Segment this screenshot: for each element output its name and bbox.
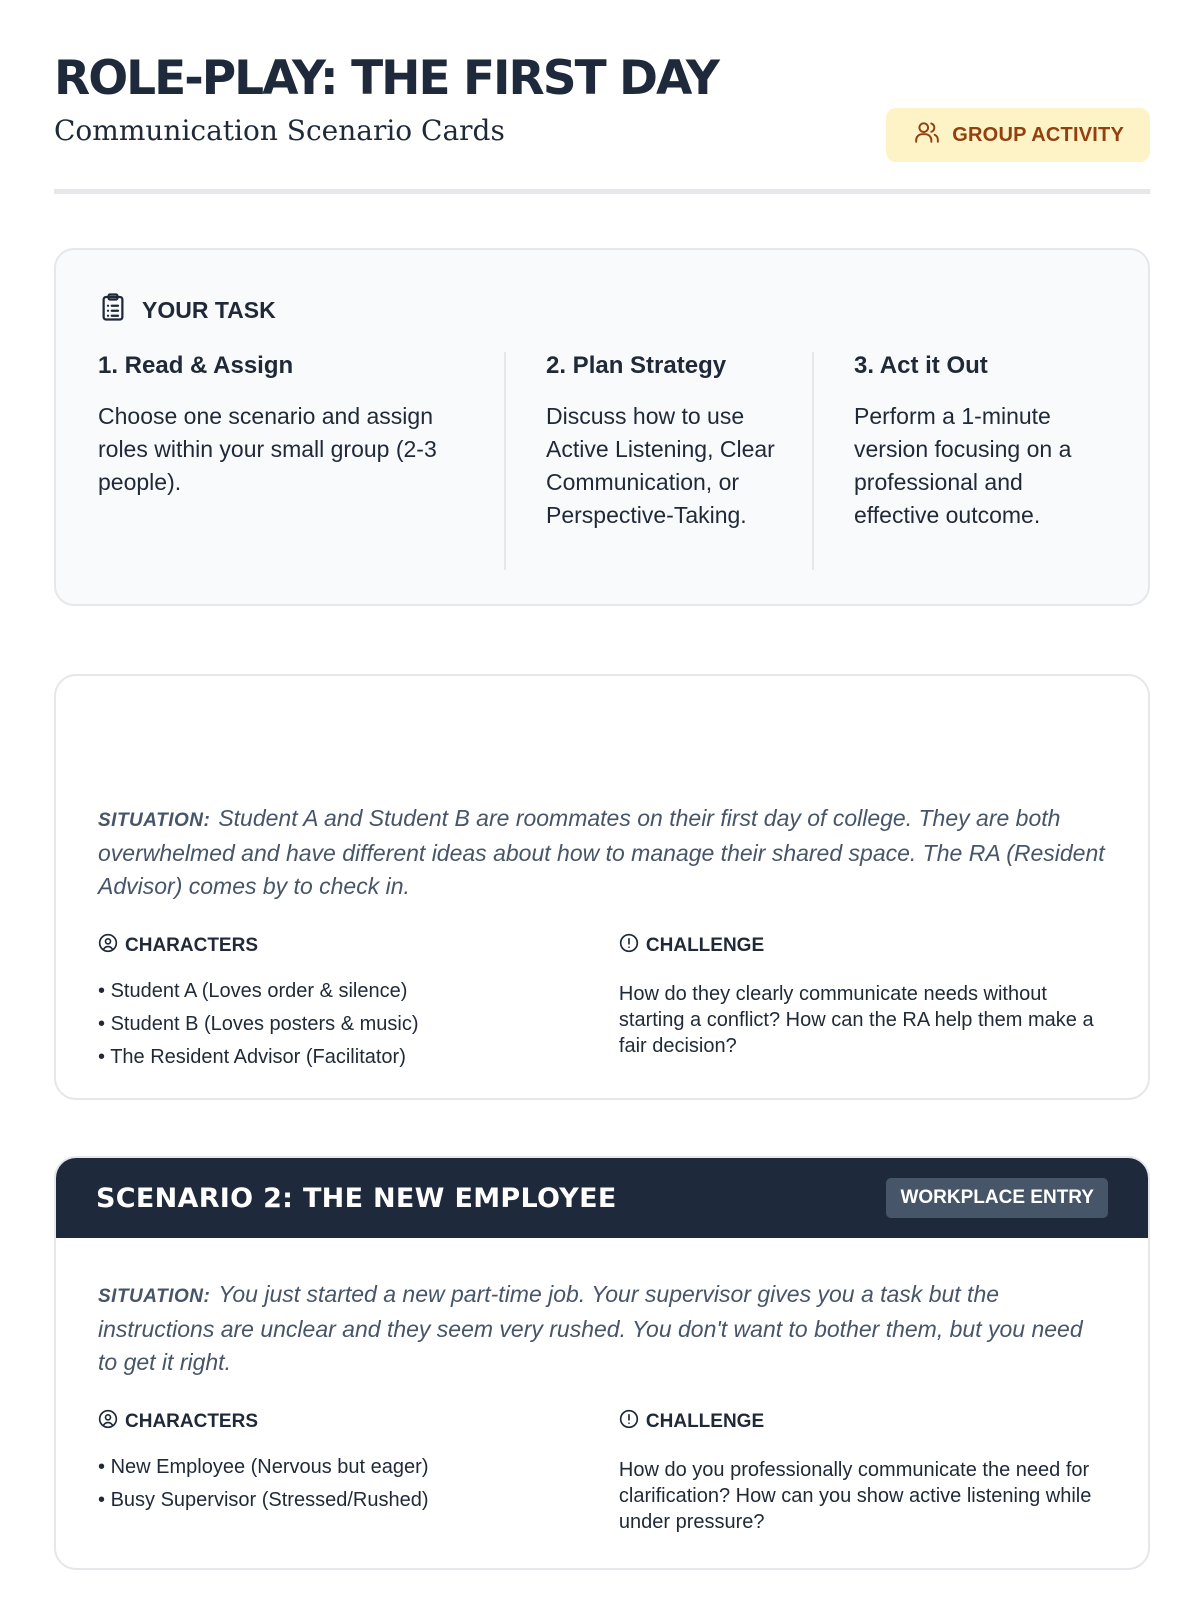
alert-circle-icon xyxy=(619,1409,639,1435)
characters-list xyxy=(98,975,619,1074)
step-text: Discuss how to use Active Listening, Clear Communication, or Perspective-Taking. xyxy=(546,403,775,528)
scenario-header xyxy=(56,1158,1148,1238)
character-item: • Student A (Loves order & silence) xyxy=(98,975,619,1008)
users-icon xyxy=(914,119,940,151)
scenario-title: SCENARIO 2: THE NEW EMPLOYEE xyxy=(96,1182,617,1214)
task-steps xyxy=(98,352,1110,570)
situation-label: SITUATION: xyxy=(98,1286,211,1307)
scenario-card xyxy=(54,674,1150,1100)
scenario-body xyxy=(56,1238,1148,1535)
task-step xyxy=(812,352,1110,570)
task-heading xyxy=(98,292,276,328)
user-circle-icon xyxy=(98,1409,118,1435)
characters-section xyxy=(98,1409,619,1535)
task-step xyxy=(504,352,812,570)
characters-list xyxy=(98,1451,619,1517)
page-title: ROLE-PLAY: THE FIRST DAY xyxy=(54,51,718,106)
scenario-tag: WORKPLACE ENTRY xyxy=(886,1178,1108,1218)
scenario-details xyxy=(98,1409,1106,1535)
challenge-heading-label: CHALLENGE xyxy=(645,935,765,956)
step-title: 2. Plan Strategy xyxy=(546,352,727,379)
scenario-details xyxy=(98,933,1106,1074)
task-box xyxy=(54,248,1150,606)
characters-heading-label: CHARACTERS xyxy=(125,1411,258,1432)
situation-label: SITUATION: xyxy=(98,810,211,831)
step-title: 1. Read & Assign xyxy=(98,352,294,379)
group-activity-badge xyxy=(886,108,1150,162)
challenge-section xyxy=(619,1409,1106,1535)
challenge-text: How do you professionally communicate the need for clarification? How can you show active listening while under pressure? xyxy=(618,1459,1092,1533)
challenge-heading xyxy=(619,1409,1106,1435)
situation-body: Student A and Student B are roommates on their first day of college. They are both overwhelmed and have different ideas about how to manage their shared space. The RA (Resident Advisor) comes by to check in. xyxy=(98,805,1105,899)
scenario-card xyxy=(54,1156,1150,1570)
challenge-text: How do they clearly communicate needs without starting a conflict? How can the RA help them make a fair decision? xyxy=(618,983,1094,1057)
character-item: • New Employee (Nervous but eager) xyxy=(98,1451,619,1484)
characters-section xyxy=(98,933,619,1074)
challenge-heading-label: CHALLENGE xyxy=(645,1411,765,1432)
situation-text xyxy=(98,1278,1106,1379)
situation-text xyxy=(98,802,1106,903)
page-subtitle: Communication Scenario Cards xyxy=(54,114,505,148)
character-item: • The Resident Advisor (Facilitator) xyxy=(98,1041,619,1074)
alert-circle-icon xyxy=(619,933,639,959)
task-heading-label: YOUR TASK xyxy=(142,296,276,323)
characters-heading xyxy=(98,933,619,959)
clipboard-list-icon xyxy=(98,292,128,328)
challenge-section xyxy=(619,933,1106,1074)
characters-heading xyxy=(98,1409,619,1435)
situation-body: You just started a new part-time job. Your supervisor gives you a task but the instructions are unclear and they seem very rushed. You don't want to bother them, but you need to get it right. xyxy=(98,1281,1083,1375)
characters-heading-label: CHARACTERS xyxy=(125,935,258,956)
badge-label: GROUP ACTIVITY xyxy=(952,123,1124,146)
character-item: • Busy Supervisor (Stressed/Rushed) xyxy=(98,1484,619,1517)
task-step xyxy=(98,352,504,570)
step-text: Choose one scenario and assign roles within your small group (2-3 people). xyxy=(98,403,437,495)
challenge-heading xyxy=(619,933,1106,959)
step-title: 3. Act it Out xyxy=(854,352,988,379)
page-header xyxy=(54,52,1150,194)
header-divider xyxy=(54,189,1150,194)
user-circle-icon xyxy=(98,933,118,959)
character-item: • Student B (Loves posters & music) xyxy=(98,1008,619,1041)
step-text: Perform a 1-minute version focusing on a professional and effective outcome. xyxy=(854,403,1072,528)
scenario-body xyxy=(56,676,1148,1074)
